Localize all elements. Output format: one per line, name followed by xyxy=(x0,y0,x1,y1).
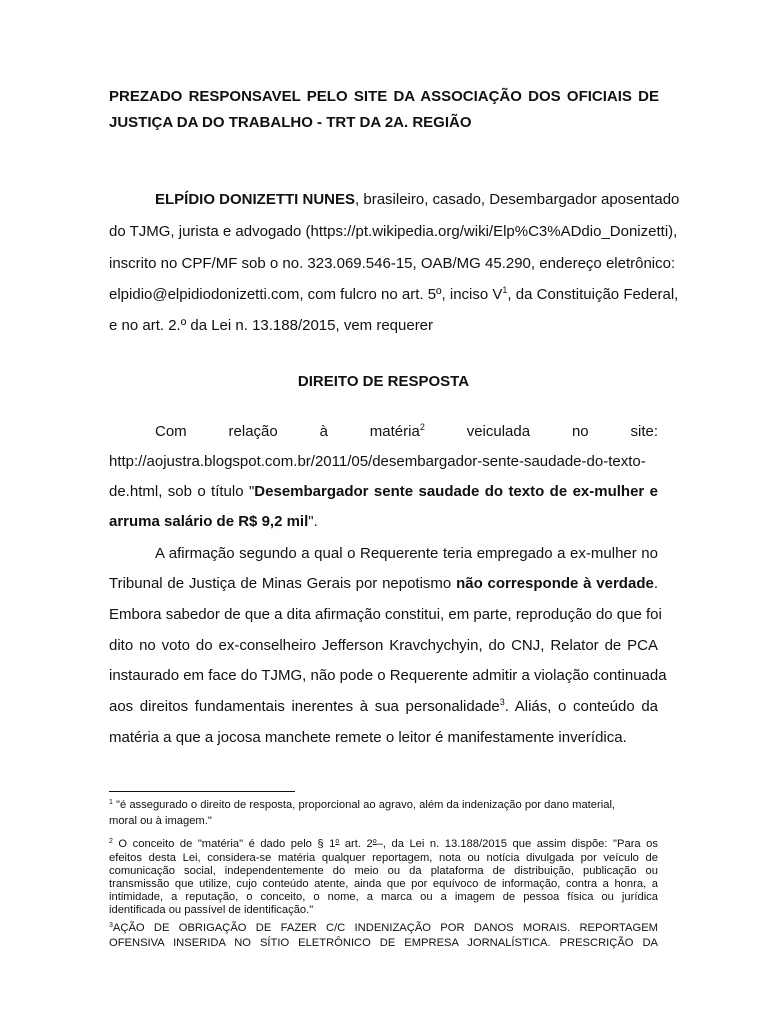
footnote-2-line-6: identificada ou passível de identificação." xyxy=(109,904,314,916)
para2-line-1: A afirmação segundo a qual o Requerente teria empregado a ex-mulher no xyxy=(155,545,658,562)
para2-line-6 xyxy=(109,697,658,717)
footnote-3-line-2: OFENSIVA INSERIDA NO SÍTIO ELETRÔNICO DE EMPRESA JORNALÍSTICA. PRESCRIÇÃO DA xyxy=(109,937,658,949)
intro-line-4 xyxy=(109,285,679,305)
para2-line-5: instaurado em face do TJMG, não pode o Requerente admitir a violação continuada xyxy=(109,667,667,684)
intro-line-4-text-a: elpidio@elpidiodonizetti.com, com fulcro no art. 5º, inciso V xyxy=(109,286,503,303)
footnote-2-ordinal-2: o xyxy=(372,838,377,845)
footnote-3-line-1 xyxy=(109,922,658,935)
footnote-divider xyxy=(109,791,295,792)
para2-line-2-text-a: Tribunal de Justiça de Minas Gerais por nepotismo xyxy=(109,575,457,592)
letter-heading: PREZADO RESPONSAVEL PELO SITE DA ASSOCIAÇÃO DOS OFICIAIS DE JUSTIÇA DA DO TRABALHO - TRT DA 2A. REGIÃO xyxy=(109,88,659,131)
footnote-3-text-1: AÇÃO DE OBRIGAÇÃO DE FAZER C/C INDENIZAÇÃO POR DANOS MORAIS. REPORTAGEM xyxy=(112,922,658,934)
para2-line-6-text-a: aos direitos fundamentais inerentes à sua personalidade xyxy=(109,698,500,715)
author-name: ELPÍDIO DONIZETTI NUNES xyxy=(155,191,356,208)
para1-line-3-text-a: de.html, sob o título " xyxy=(109,483,255,500)
footnote-ref-3[interactable]: 3 xyxy=(499,697,505,707)
footnote-2-line-4: transmissão que utilize, cujo conteúdo atente, ainda que por equívoco de informação, contra a honra, a xyxy=(109,878,658,890)
para2-line-2 xyxy=(109,574,658,594)
para1-line-1 xyxy=(155,422,658,442)
emphasis-not-true: não corresponde à verdade xyxy=(456,575,654,592)
footnote-2-number: 2 xyxy=(109,838,113,845)
intro-line-3: inscrito no CPF/MF sob o no. 323.069.546-15, OAB/MG 45.290, endereço eletrônico: xyxy=(109,255,676,272)
footnote-2-line-3: comunicação social, independentemente do meio ou da plataforma de distribuição, publicação ou xyxy=(109,865,658,877)
para2-line-3: Embora sabedor de que a dita afirmação constitui, em parte, reprodução do que foi xyxy=(109,606,662,623)
footnote-2-text-c: –, da Lei n. 13.188/2015 que assim dispõe: "Para os xyxy=(376,838,658,850)
intro-line-5: e no art. 2.º da Lei n. 13.188/2015, vem requerer xyxy=(109,317,434,334)
article-title-part-1: Desembargador sente saudade do texto de ex-mulher e xyxy=(254,483,658,500)
footnote-2-line-1 xyxy=(109,838,658,851)
para1-line-4 xyxy=(109,512,658,532)
footnote-ref-1[interactable]: 1 xyxy=(502,285,508,295)
footnote-2-line-2: efeitos desta Lei, considera-se matéria qualquer reportagem, nota ou notícia divulgada por veículo de xyxy=(109,852,658,864)
section-title: DIREITO DE RESPOSTA xyxy=(297,373,470,390)
intro-line-2: do TJMG, jurista e advogado (https://pt.wikipedia.org/wiki/Elp%C3%ADdio_Donizetti), xyxy=(109,223,678,240)
footnote-1-number: 1 xyxy=(109,799,113,806)
para1-line-1-text-a: Com relação à matéria xyxy=(155,423,420,440)
footnote-1-line-1 xyxy=(109,799,658,812)
para2-line-6-text-b: . Aliás, o conteúdo da xyxy=(504,698,659,715)
intro-line-1 xyxy=(155,190,680,210)
footnote-1-line-2: moral ou à imagem." xyxy=(109,815,212,827)
para1-line-3 xyxy=(109,482,658,502)
footnote-2-line-5: intimidade, a reputação, o conceito, o nome, a marca ou a imagem de pessoa física ou jurídica xyxy=(109,891,658,903)
footnote-1-text: "é assegurado o direito de resposta, proporcional ao agravo, além da indenização por dano material, xyxy=(112,799,616,811)
para1-line-1-text-b: veiculada no site: xyxy=(424,423,659,440)
para1-line-2: http://aojustra.blogspot.com.br/2011/05/desembargador-sente-saudade-do-texto- xyxy=(109,453,646,470)
footnote-ref-2[interactable]: 2 xyxy=(419,422,425,432)
footnote-3-number: 3 xyxy=(109,922,113,929)
article-title-part-2: arruma salário de R$ 9,2 mil xyxy=(109,513,309,530)
para2-line-2-text-b: . xyxy=(653,575,658,592)
footnote-2-ordinal-1: o xyxy=(335,838,340,845)
para1-line-4-text-b: ". xyxy=(308,513,318,530)
footnote-2-text-b: art. 2 xyxy=(339,838,373,850)
para2-line-7: matéria a que a jocosa manchete remete o leitor é manifestamente inverídica. xyxy=(109,729,627,746)
footnote-2-text-a: O conceito de "matéria" é dado pelo § 1 xyxy=(112,838,336,850)
para2-line-4: dito no voto do ex-conselheiro Jefferson Kravchychyin, do CNJ, Relator de PCA xyxy=(109,637,658,654)
intro-line-4-text-b: , da Constituição Federal, xyxy=(507,286,679,303)
intro-line-1-text: , brasileiro, casado, Desembargador aposentado xyxy=(355,191,680,208)
